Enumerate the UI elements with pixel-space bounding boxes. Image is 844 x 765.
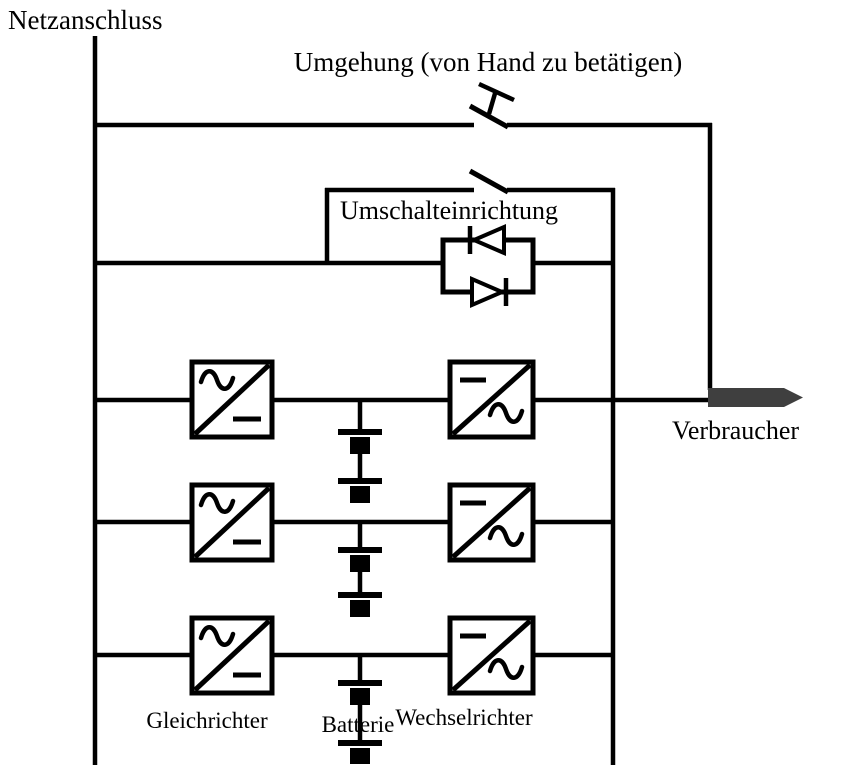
load-arrow-icon [708,388,803,407]
transfer-branch [93,171,615,306]
inverter-box-1 [450,362,533,437]
battery-string-2 [338,522,382,617]
row-wires [95,400,710,655]
battery-label: Batterie [321,712,395,737]
battery-short-plate-icon [350,688,370,705]
rectifier-box-3 [192,618,272,693]
battery-short-plate-icon [350,600,370,617]
manual-switch-handle-bar-icon [479,84,514,100]
inverter-box-3 [450,618,533,693]
battery-string-3 [338,655,382,764]
rectifier-label: Gleichrichter [146,708,268,733]
rectifier-box-1 [192,362,272,437]
mains-label: Netzanschluss [8,5,163,35]
transfer-switch-blade-icon [470,171,508,192]
battery-string-1 [338,400,382,503]
transfer-device-label: Umschalteinrichtung [340,196,559,225]
battery-short-plate-icon [350,555,370,572]
bypass-label: Umgehung (von Hand zu betätigen) [293,47,683,77]
inverter-box-2 [450,485,533,560]
rectifier-box-2 [192,485,272,560]
battery-short-plate-icon [350,437,370,454]
bypass-branch [93,84,712,390]
inverter-label: Wechselrichter [395,705,533,730]
battery-short-plate-icon [350,748,370,764]
battery-short-plate-icon [350,486,370,503]
load-label: Verbraucher [672,416,800,445]
